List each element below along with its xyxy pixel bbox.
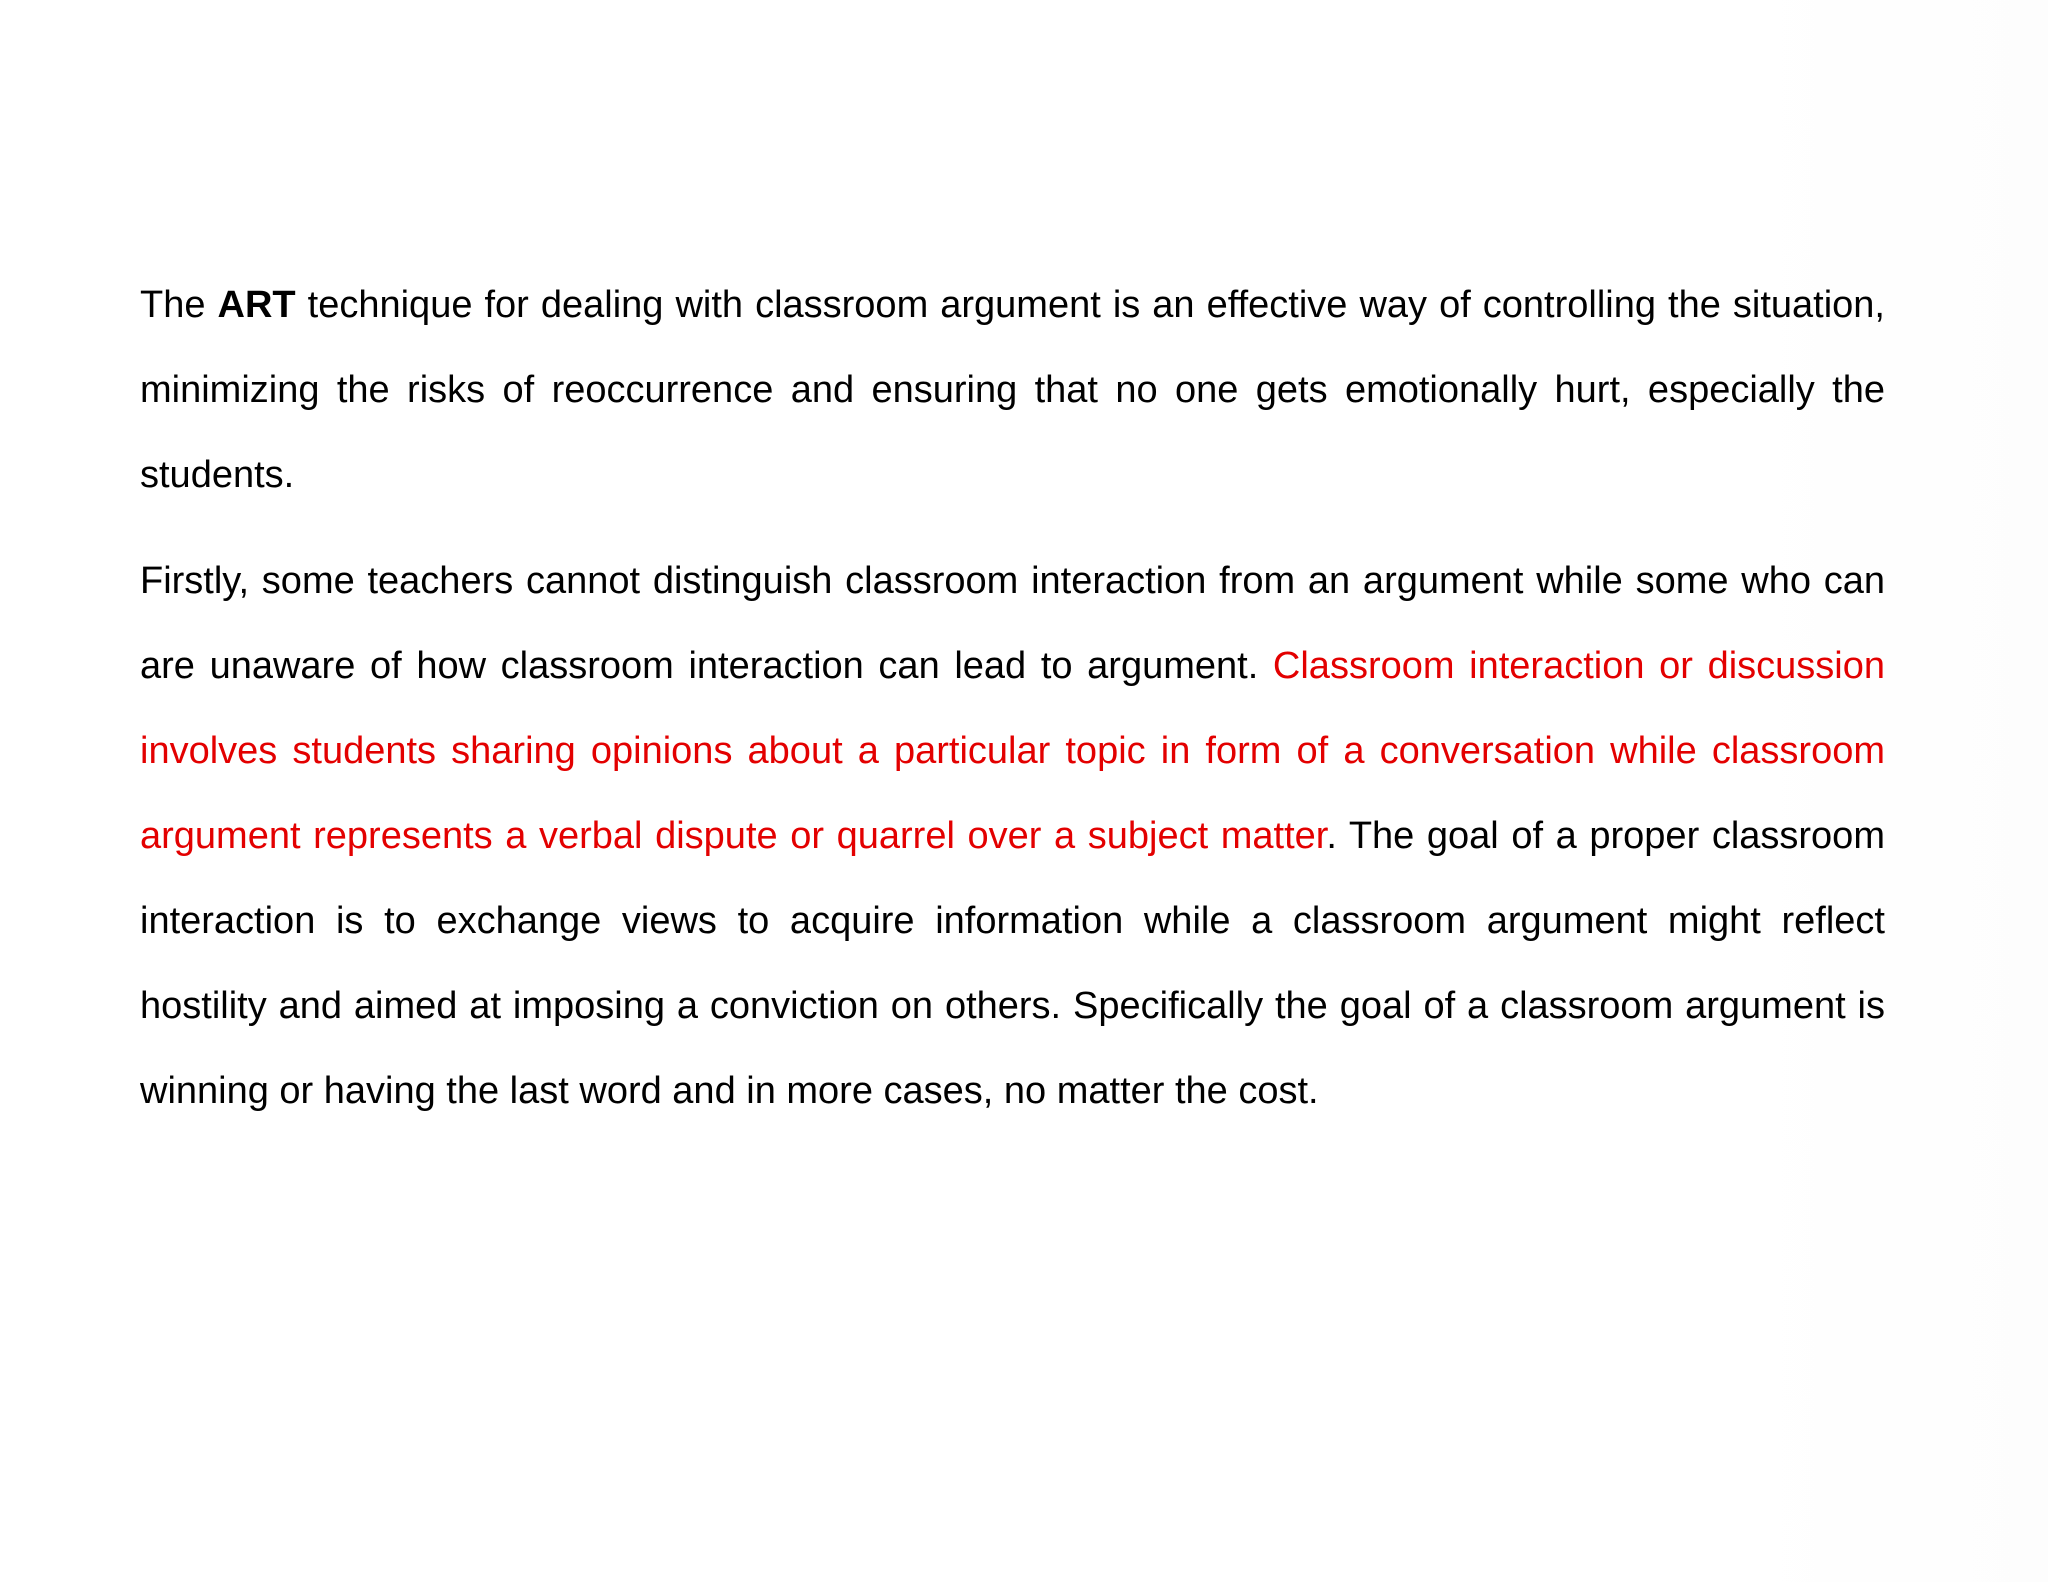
- highlighted-definition-text: Classroom interaction or discussion involves students sharing opinions about a particular topic in form of a conversation while classroom argument represents a verbal dispute or quarrel over a subject matter: [140, 645, 1885, 857]
- paragraph-art-technique: [140, 263, 1885, 518]
- paragraph-1-lead-text: The: [140, 284, 218, 326]
- art-bold-term: ART: [217, 284, 296, 326]
- paragraph-2-body-text: . The goal of a proper classroom interaction is to exchange views to acquire information while a classroom argument might reflect hostility and aimed at imposing a conviction on others. Specifically the goal of a classroom argument is winning or having the last word and in more cases, no matter the cost.: [140, 815, 1885, 1112]
- paragraph-interaction-vs-argument: [140, 539, 1885, 1134]
- document-body: [140, 263, 1885, 1134]
- paragraph-2-lead-text: Firstly, some teachers cannot distinguish classroom interaction from an argument while some who can are unaware of how classroom interaction can lead to argument.: [140, 560, 1885, 687]
- paragraph-1-body-text: technique for dealing with classroom argument is an effective way of controlling the situation, minimizing the risks of reoccurrence and ensuring that no one gets emotionally hurt, especially the students.: [140, 284, 1885, 496]
